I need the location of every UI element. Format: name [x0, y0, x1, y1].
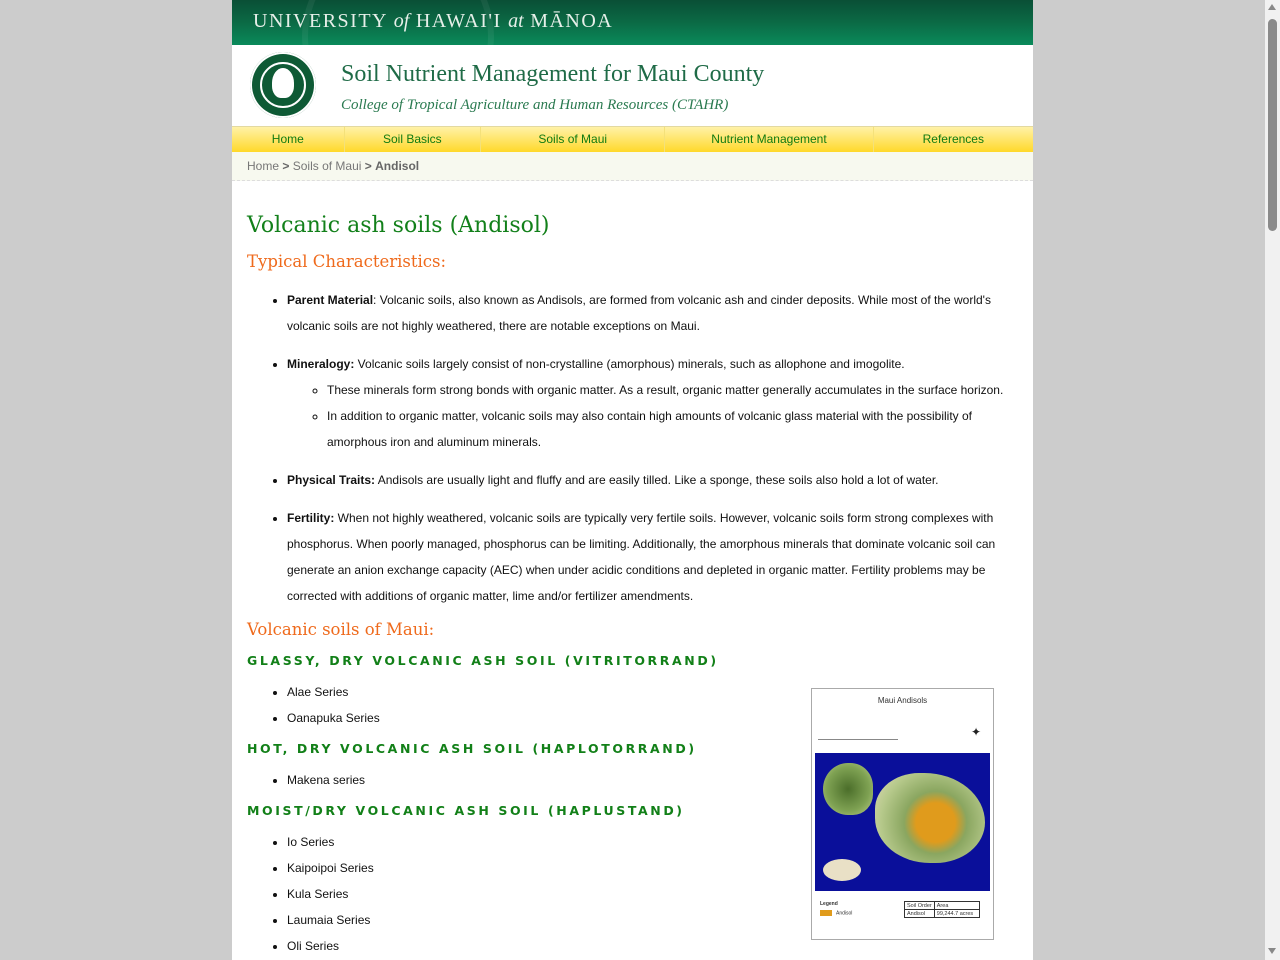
list-item: • Makena series [287, 767, 1018, 793]
breadcrumb [232, 152, 1033, 181]
nav-nutrient-management[interactable]: Nutrient Management [665, 127, 873, 152]
breadcrumb-separator: > [282, 159, 290, 173]
main-nav [232, 126, 1033, 152]
map-image [815, 753, 990, 891]
site-header [232, 45, 1033, 126]
group-heading: GLASSY, DRY VOLCANIC ASH SOIL (VITRITORRAND) [247, 653, 719, 668]
scale-bar-icon [818, 731, 898, 740]
group-heading: HOT, DRY VOLCANIC ASH SOIL (HAPLOTORRAND) [247, 741, 697, 756]
breadcrumb-soils-of-maui[interactable]: Soils of Maui [292, 159, 362, 173]
nav-home[interactable]: Home [232, 127, 345, 152]
list-item: • Fertility: When not highly weathered, volcanic soils are typically very fertile soils. However, volcanic soils form strong complexes with phosphorus. When poorly managed, phosphorus can be limiting. Additionally, the amorphous minerals that dominate volcanic soil can generate an anion exchange capacity (AEC) when under acidic conditions and depleted in organic matter. Fertility problems may be corrected with additions of organic matter, lime and/or fertilizer amendments. [287, 505, 1018, 609]
university-name: UNIVERSITY of HAWAI'I at MĀNOA [253, 10, 614, 32]
characteristics-heading: Typical Characteristics: [247, 252, 447, 271]
breadcrumb-current: Andisol [375, 159, 420, 173]
map-legend: Legend Andisol [820, 901, 853, 917]
list-item: • Parent Material: Volcanic soils, also known as Andisols, are formed from volcanic ash and cinder deposits. While most of the world's volcanic soils are not highly weathered, there are notable exceptions on Maui. [287, 287, 1018, 339]
vertical-scrollbar[interactable] [1265, 0, 1280, 960]
group-heading: MOIST/DRY VOLCANIC ASH SOIL (HAPLUSTAND) [247, 803, 685, 818]
list-item: ◦ These minerals form strong bonds with organic matter. As a result, organic matter generally accumulates in the surface horizon. [327, 377, 1018, 403]
breadcrumb-separator: > [364, 159, 372, 173]
list-item: • Oanapuka Series [287, 705, 1018, 731]
nav-soil-basics[interactable]: Soil Basics [345, 127, 481, 152]
university-banner[interactable] [232, 0, 1033, 45]
list-item: • Laumaia Series [287, 907, 1018, 933]
page-title: Volcanic ash soils (Andisol) [247, 213, 550, 238]
uh-seal-logo-icon[interactable] [250, 52, 316, 118]
nav-soils-of-maui[interactable]: Soils of Maui [481, 127, 665, 152]
mineralogy-sublist [287, 377, 1018, 455]
list-item: • Io Series [287, 829, 1018, 855]
area-table: Soil Order Area Andisol 99,244.7 acres [904, 901, 980, 918]
page [232, 0, 1033, 960]
list-item: • Oli Series [287, 933, 1018, 959]
list-item: • Physical Traits: Andisols are usually light and fluffy and are easily tilled. Like a sponge, these soils also hold a lot of water. [287, 467, 1018, 493]
breadcrumb-home[interactable]: Home [247, 159, 280, 173]
list-item: • Kula Series [287, 881, 1018, 907]
site-subtitle: College of Tropical Agriculture and Human Resources (CTAHR) [341, 97, 729, 113]
compass-icon: ✦ [970, 725, 982, 739]
nav-references[interactable]: References [922, 132, 984, 146]
characteristics-list [247, 287, 1018, 609]
scroll-down-arrow-icon[interactable] [1268, 948, 1276, 954]
map-title: Maui Andisols [877, 696, 928, 705]
list-item: • Mineralogy: Volcanic soils largely consist of non-crystalline (amorphous) minerals, such as allophone and imogolite. ◦ These minerals form strong bonds with organic matter. As a result, organic matter generally accumulates in the surface horizon. ◦ In addition to organic matter, volcanic soils may also contain high amounts of volcanic glass material with the possibility of amorphous iron and aluminum minerals. [287, 351, 1018, 455]
list-item: • Alae Series [287, 679, 1018, 705]
legend-swatch-icon [820, 910, 832, 916]
scrollbar-thumb[interactable] [1268, 19, 1277, 231]
maui-andisols-map[interactable] [811, 688, 994, 940]
scroll-up-arrow-icon[interactable] [1268, 4, 1276, 10]
list-item: ◦ In addition to organic matter, volcanic soils may also contain high amounts of volcanic glass material with the possibility of amorphous iron and aluminum minerals. [327, 403, 1018, 455]
site-title[interactable]: Soil Nutrient Management for Maui County [341, 61, 765, 87]
maui-soils-heading: Volcanic soils of Maui: [247, 620, 435, 639]
list-item: • Kaipoipoi Series [287, 855, 1018, 881]
